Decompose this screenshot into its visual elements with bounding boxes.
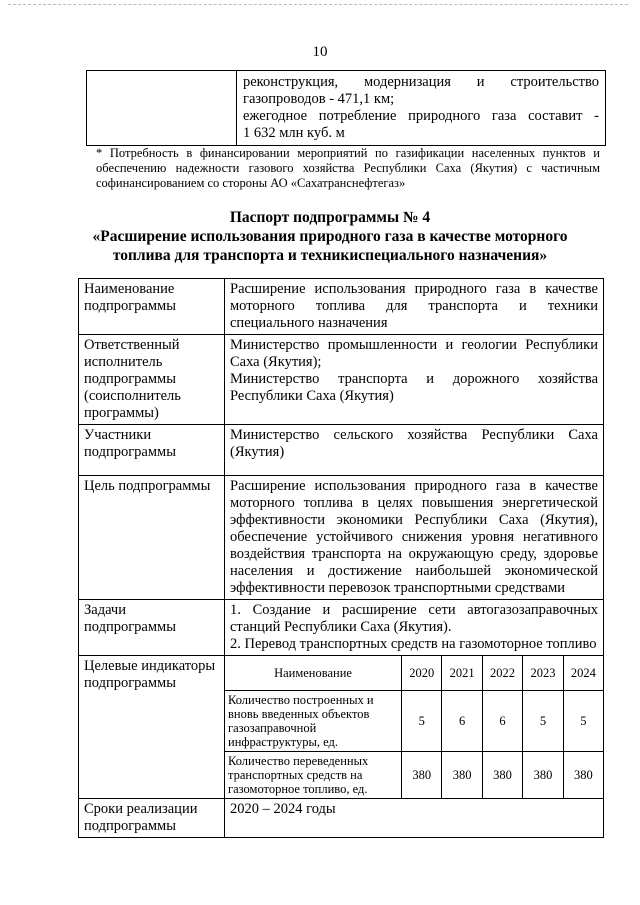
continued-line-3: ежегодное потребление природного газа составит - bbox=[243, 108, 599, 124]
passport-row-period bbox=[79, 799, 604, 838]
footnote: * Потребность в финансировании мероприятий по газификации населенных пунктов и обеспечению надежности газового хозяйства Республики Саха (Якутия) с частичным софинансированием со стороны АО «Сахатранснефтегаз» bbox=[96, 146, 600, 190]
indicators-header-row bbox=[225, 656, 603, 691]
indicator-name: Количество построенных и вновь введенных объектов газозаправочной инфраструктуры, ед. bbox=[225, 691, 402, 752]
indicator-value: 380 bbox=[563, 752, 603, 799]
passport-row-tasks bbox=[79, 600, 604, 656]
passport-title bbox=[60, 208, 600, 265]
indicators-header-year: 2022 bbox=[482, 656, 522, 691]
indicator-value: 5 bbox=[563, 691, 603, 752]
tasks-value bbox=[225, 600, 604, 656]
scan-top-edge bbox=[8, 4, 628, 5]
indicator-value: 380 bbox=[402, 752, 442, 799]
name-label: Наименование подпрограммы bbox=[79, 279, 225, 335]
indicators-header-year: 2024 bbox=[563, 656, 603, 691]
indicator-value: 5 bbox=[402, 691, 442, 752]
task-2: 2. Перевод транспортных средств на газомоторное топливо bbox=[230, 636, 597, 652]
indicator-value: 380 bbox=[482, 752, 522, 799]
goal-label: Цель подпрограммы bbox=[79, 476, 225, 600]
period-label: Сроки реализации подпрограммы bbox=[79, 799, 225, 838]
page-number: 10 bbox=[312, 44, 328, 60]
indicators-cell bbox=[225, 656, 604, 799]
name-value: Расширение использования природного газа в качестве моторного топлива для транспорта и техники специального назначения bbox=[225, 279, 604, 335]
indicators-table bbox=[225, 656, 603, 798]
passport-title-line-1: Паспорт подпрограммы № 4 bbox=[229, 209, 431, 226]
continued-table bbox=[86, 70, 606, 146]
indicator-value: 5 bbox=[523, 691, 563, 752]
passport-row-goal bbox=[79, 476, 604, 600]
indicators-header-year: 2021 bbox=[442, 656, 482, 691]
continued-line-2: газопроводов - 471,1 км; bbox=[243, 91, 395, 107]
goal-value: Расширение использования природного газа в качестве моторного топлива в целях повышения энергетической эффективности экономики Республики Саха (Якутия), обеспечение устойчивого снижения уровня негативного воздействия транспорта на окружающую среду, здоровье населения и достижение наибольшей экономической эффективности перевозок транспортными средствами bbox=[225, 476, 604, 600]
indicator-value: 6 bbox=[442, 691, 482, 752]
passport-row-executor bbox=[79, 335, 604, 425]
indicator-row bbox=[225, 691, 603, 752]
indicator-row bbox=[225, 752, 603, 799]
indicators-header-name: Наименование bbox=[225, 656, 402, 691]
task-1: 1. Создание и расширение сети автогазозаправочных станций Республики Саха (Якутия). bbox=[230, 602, 598, 635]
executor-label: Ответственный исполнитель подпрограммы (соисполнитель программы) bbox=[79, 335, 225, 425]
continued-table-empty-cell bbox=[87, 71, 237, 146]
continued-line-4: 1 632 млн куб. м bbox=[243, 125, 345, 141]
tasks-label: Задачи подпрограммы bbox=[79, 600, 225, 656]
passport-title-line-2: «Расширение использования природного газа в качестве моторного bbox=[92, 228, 568, 245]
participants-value: Министерство сельского хозяйства Республики Саха (Якутия) bbox=[225, 425, 604, 476]
indicator-value: 6 bbox=[482, 691, 522, 752]
indicators-label: Целевые индикаторы подпрограммы bbox=[79, 656, 225, 799]
continued-line-1: реконструкция, модернизация и строительство bbox=[243, 74, 599, 90]
continued-table-text-cell bbox=[237, 71, 606, 146]
indicator-value: 380 bbox=[442, 752, 482, 799]
passport-row-indicators bbox=[79, 656, 604, 799]
passport-table bbox=[78, 278, 604, 838]
indicator-value: 380 bbox=[523, 752, 563, 799]
executor-value-1: Министерство промышленности и геологии Республики Саха (Якутия); bbox=[230, 337, 598, 370]
executor-value-2: Министерство транспорта и дорожного хозяйства Республики Саха (Якутия) bbox=[230, 371, 598, 404]
executor-value bbox=[225, 335, 604, 425]
participants-label: Участники подпрограммы bbox=[79, 425, 225, 476]
passport-row-name bbox=[79, 279, 604, 335]
indicator-name: Количество переведенных транспортных средств на газомоторное топливо, ед. bbox=[225, 752, 402, 799]
passport-title-line-3: топлива для транспорта и техникиспециального назначения» bbox=[112, 247, 548, 264]
indicators-header-year: 2020 bbox=[402, 656, 442, 691]
passport-row-participants bbox=[79, 425, 604, 476]
period-value: 2020 – 2024 годы bbox=[225, 799, 604, 838]
indicators-header-year: 2023 bbox=[523, 656, 563, 691]
